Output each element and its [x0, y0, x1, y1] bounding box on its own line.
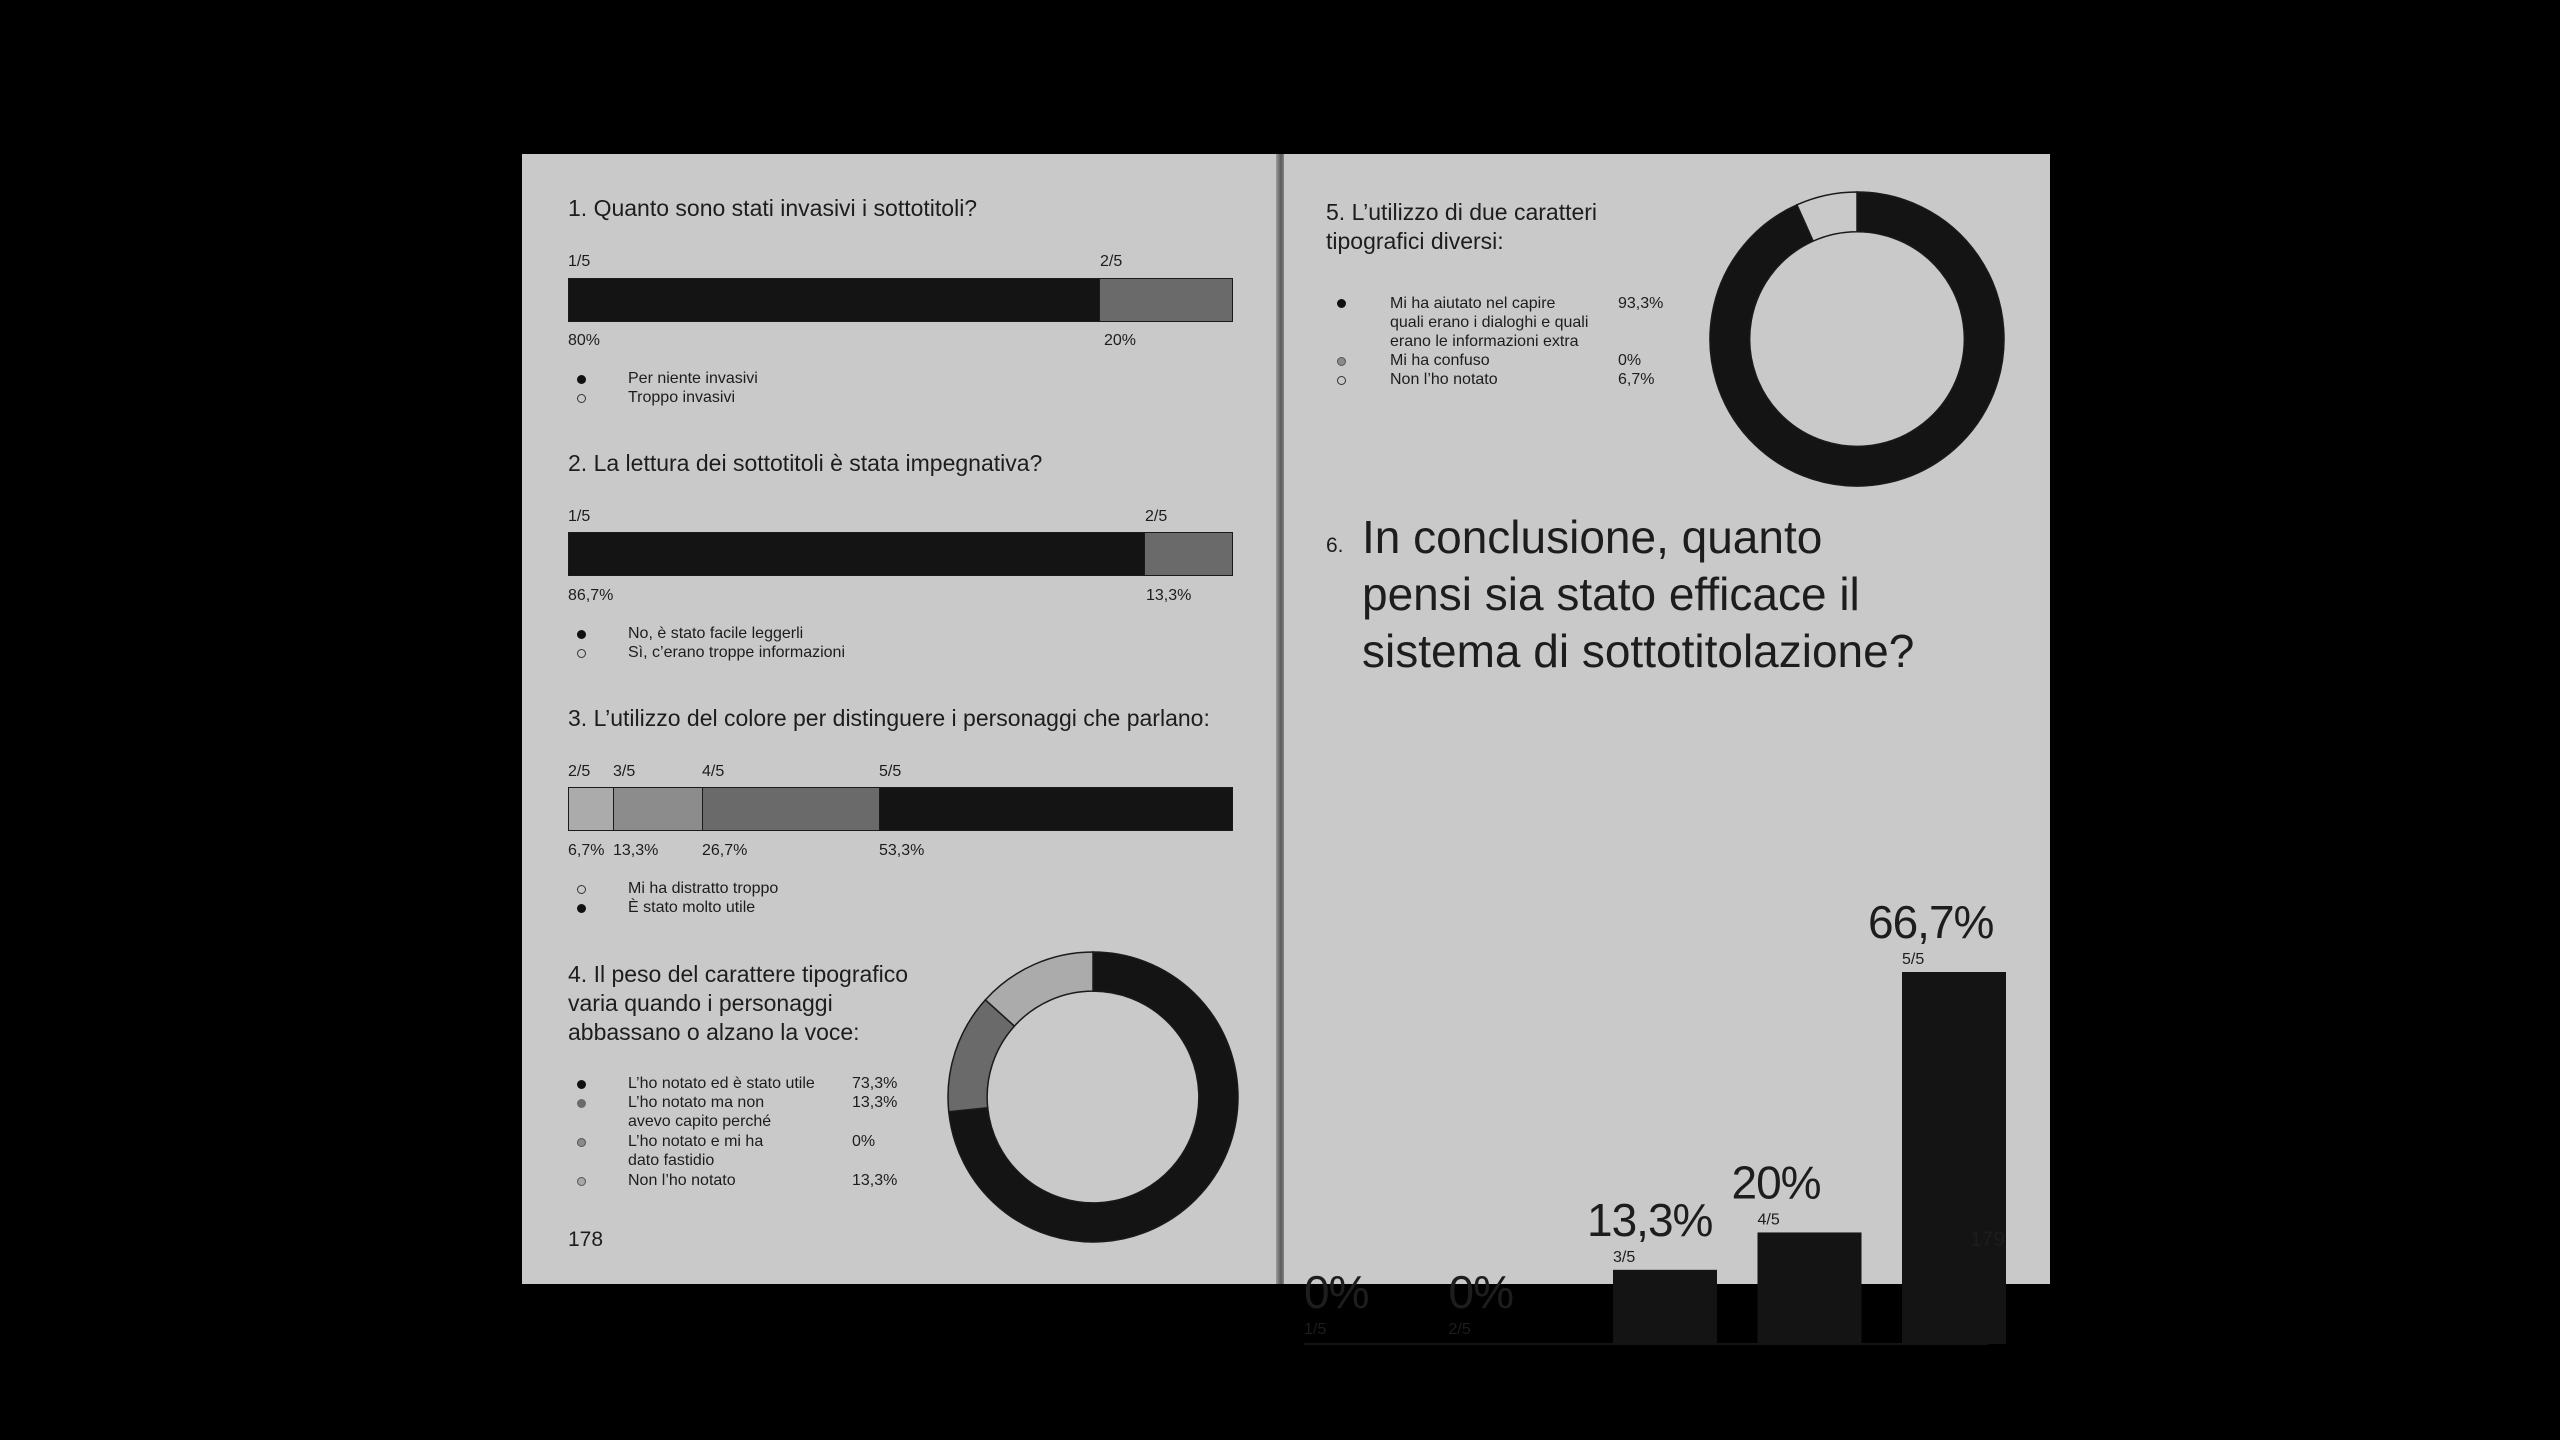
- bar: [1613, 1270, 1717, 1344]
- category-label: 4/5: [1757, 1211, 1780, 1229]
- value-label: 0%: [1448, 1266, 1513, 1318]
- legend-dot-icon: [577, 630, 586, 639]
- legend-dot-icon: [577, 1138, 586, 1147]
- q3-seg-label: 5/5: [879, 763, 902, 780]
- q4-legend-value: 0%: [852, 1133, 876, 1150]
- q1-legend-item: Troppo invasivi: [628, 389, 736, 406]
- q1-stacked-bar: [568, 278, 1233, 322]
- q4-legend-value: 13,3%: [852, 1094, 898, 1111]
- q6-bar-chart: [1304, 714, 2044, 1354]
- q3-pct-label: 6,7%: [568, 842, 605, 859]
- q3-pct-label: 26,7%: [702, 842, 748, 859]
- bar-segment: [569, 533, 1144, 575]
- q4-legend-value: 73,3%: [852, 1075, 898, 1092]
- q5-legend-item: Mi ha confuso: [1390, 352, 1490, 369]
- q5-title-line: 5. L’utilizzo di due caratteri: [1326, 199, 1598, 225]
- value-label: 13,3%: [1587, 1193, 1713, 1246]
- category-label: 2/5: [1448, 1321, 1471, 1338]
- q3-stacked-bar: [568, 787, 1233, 831]
- q4-legend-item: L’ho notato e mi ha: [628, 1133, 764, 1150]
- donut-slice: [985, 952, 1093, 1026]
- value-label: 0%: [1304, 1266, 1369, 1318]
- q5-legend-value: 0%: [1618, 352, 1642, 369]
- category-label: 1/5: [1304, 1321, 1327, 1338]
- value-label: 20%: [1731, 1156, 1821, 1209]
- q5-donut-chart: [1708, 190, 2006, 488]
- q4-donut-chart: [946, 950, 1240, 1244]
- q3-seg-label: 3/5: [613, 763, 636, 780]
- legend-dot-icon: [1337, 357, 1346, 366]
- legend-dot-icon: [577, 904, 586, 913]
- q5-legend-item: Non l’ho notato: [1390, 371, 1498, 388]
- q1-title: 1. Quanto sono stati invasivi i sottotitoli?: [568, 195, 978, 221]
- q6-title-line: pensi sia stato efficace il: [1362, 568, 1860, 620]
- q3-title: 3. L’utilizzo del colore per distinguere i personaggi che parlano:: [568, 705, 1210, 731]
- q2-seg-label: 2/5: [1145, 508, 1168, 525]
- q4-legend-item: avevo capito perché: [628, 1113, 772, 1130]
- legend-dot-icon: [577, 1177, 586, 1186]
- legend-dot-icon: [1337, 299, 1346, 308]
- q4-legend-item: dato fastidio: [628, 1152, 715, 1169]
- q1-pct-label: 20%: [1104, 332, 1137, 349]
- q4-title-line: abbassano o alzano la voce:: [568, 1019, 860, 1045]
- legend-dot-icon: [577, 375, 586, 384]
- q3-pct-label: 53,3%: [879, 842, 925, 859]
- right-page: [1284, 154, 2050, 1338]
- q3-legend-item: Mi ha distratto troppo: [628, 880, 779, 897]
- q2-legend-item: Sì, c’erano troppe informazioni: [628, 644, 845, 661]
- q2-title: 2. La lettura dei sottotitoli è stata impegnativa?: [568, 450, 1043, 476]
- q5-legend-value: 6,7%: [1618, 371, 1655, 388]
- q2-stacked-bar: [568, 532, 1233, 576]
- q1-pct-label: 80%: [568, 332, 601, 349]
- bar-segment: [1099, 279, 1232, 321]
- q5-title-line: tipografici diversi:: [1326, 228, 1504, 254]
- q1-seg-label: 1/5: [568, 253, 591, 270]
- q2-seg-label: 1/5: [568, 508, 591, 525]
- bar: [1758, 1232, 1862, 1344]
- legend-dot-icon: [577, 885, 586, 894]
- category-label: 3/5: [1613, 1248, 1636, 1266]
- legend-dot-icon: [1337, 376, 1346, 385]
- q3-legend-item: È stato molto utile: [628, 899, 756, 916]
- bar-segment: [702, 788, 879, 830]
- page-number: 179: [1970, 1228, 2006, 1251]
- legend-dot-icon: [577, 1080, 586, 1089]
- category-label: 5/5: [1902, 951, 1925, 968]
- bar-segment: [569, 788, 613, 830]
- q5-legend-item: quali erano i dialoghi e quali: [1390, 314, 1589, 331]
- bar-segment: [1144, 533, 1232, 575]
- legend-dot-icon: [577, 1099, 586, 1108]
- legend-dot-icon: [577, 394, 586, 403]
- bar-segment: [569, 279, 1099, 321]
- q2-legend-item: No, è stato facile leggerli: [628, 625, 804, 642]
- bar-segment: [613, 788, 701, 830]
- q4-legend-value: 13,3%: [852, 1172, 898, 1189]
- q5-legend-value: 93,3%: [1618, 295, 1664, 312]
- q4-legend-item: L’ho notato ed è stato utile: [628, 1075, 815, 1092]
- page-number: 178: [568, 1228, 604, 1251]
- bar-segment: [879, 788, 1232, 830]
- q4-title-line: varia quando i personaggi: [568, 990, 833, 1016]
- left-page: [522, 154, 1278, 1284]
- bar: [1902, 972, 2006, 1344]
- q3-seg-label: 2/5: [568, 763, 591, 780]
- q5-legend-item: Mi ha aiutato nel capire: [1390, 295, 1556, 312]
- q1-legend-item: Per niente invasivi: [628, 370, 758, 387]
- q4-legend-item: Non l’ho notato: [628, 1172, 736, 1189]
- donut-slice: [1710, 192, 2004, 486]
- q3-seg-label: 4/5: [702, 763, 725, 780]
- legend-dot-icon: [577, 649, 586, 658]
- q6-title-line: In conclusione, quanto: [1362, 511, 1823, 563]
- q6-number: 6.: [1326, 534, 1344, 557]
- value-label: 66,7%: [1868, 896, 1994, 948]
- q1-seg-label: 2/5: [1100, 253, 1123, 270]
- q2-pct-label: 13,3%: [1146, 587, 1192, 604]
- q4-title-line: 4. Il peso del carattere tipografico: [568, 961, 909, 987]
- q6-title-line: sistema di sottotitolazione?: [1362, 625, 1915, 677]
- q4-legend-item: L’ho notato ma non: [628, 1094, 765, 1111]
- q2-pct-label: 86,7%: [568, 587, 614, 604]
- q3-pct-label: 13,3%: [613, 842, 659, 859]
- q5-legend-item: erano le informazioni extra: [1390, 333, 1579, 350]
